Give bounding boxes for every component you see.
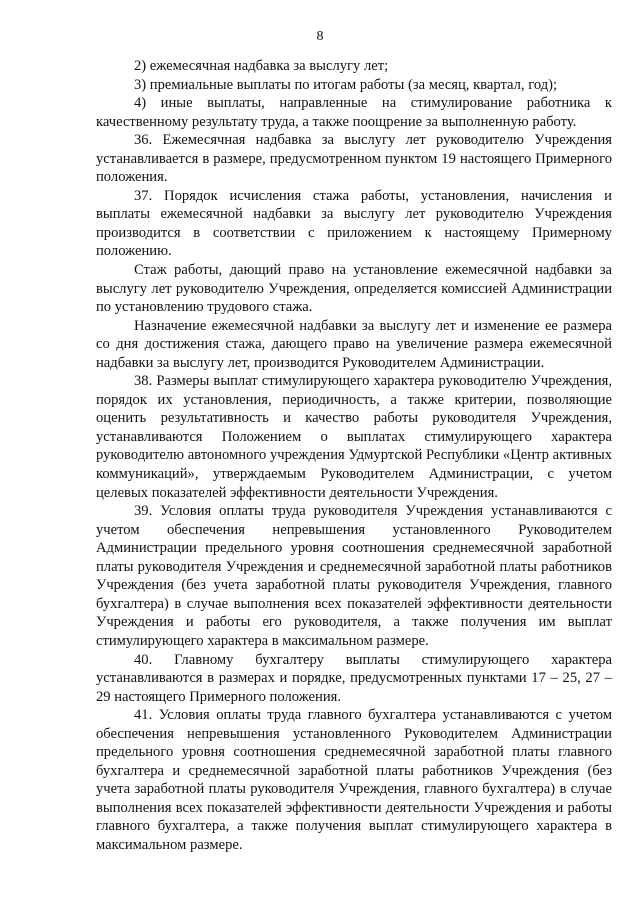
paragraph-37-stazh: Стаж работы, дающий право на установление ежемесячной надбавки за выслугу лет руководителю Учреждения, определяется комиссией Администрации по установлению трудового стажа. [96,262,612,316]
paragraph-41: 41. Условия оплаты труда главного бухгалтера устанавливаются с учетом обеспечения непревышения установленного Руководителем Администрации предельного уровня соотношения среднемесячной заработной платы главного бухгалтера и среднемесячной заработной платы работников Учреждения (без учета заработной платы руководителя Учреждения, главного бухгалтера) в случае выполнения всех показателей эффективности деятельности Учреждения и работы главного бухгалтера, а также получения выплат стимулирующего характера в максимальном размере. [96,707,612,853]
paragraph-37-naznachenie: Назначение ежемесячной надбавки за выслугу лет и изменение ее размера со дня достижения стажа, дающего право на увеличение размера ежемесячной надбавки за выслугу лет, производится Руководителем Администрации. [96,317,612,371]
paragraph-39: 39. Условия оплаты труда руководителя Учреждения устанавливаются с учетом обеспечения непревышения установленного Руководителем Администрации предельного уровня соотношения среднемесячной заработной платы руководителя Учреждения и среднемесячной заработной платы работников Учреждения (без учета заработной платы руководителя Учреждения, главного бухгалтера) в случае выполнения всех показателей эффективности деятельности Учреждения и работы его руководителя, а также получения им выплат стимулирующего характера в максимальном размере. [96,503,612,649]
document-body [96,57,612,855]
paragraph-item-2: 2) ежемесячная надбавка за выслугу лет; [134,58,389,74]
paragraph-36: 36. Ежемесячная надбавка за выслугу лет руководителю Учреждения устанавливается в размере, предусмотренном пунктом 19 настоящего Примерного положения. [96,132,612,186]
paragraph-37: 37. Порядок исчисления стажа работы, установления, начисления и выплаты ежемесячной надбавки за выслугу лет руководителю Учреждения производится в соответствии с приложением к настоящему Примерному положению. [96,187,612,260]
paragraph-item-3: 3) премиальные выплаты по итогам работы (за месяц, квартал, год); [134,76,558,93]
page-number: 8 [316,29,324,44]
paragraph-item-4: 4) иные выплаты, направленные на стимулирование работника к качественному результату труда, а также поощрение за выполненную работу. [96,95,612,130]
paragraph-38: 38. Размеры выплат стимулирующего характера руководителю Учреждения, порядок их установления, периодичность, а также критерии, позволяющие оценить результативность и качество работы руководителя Учреждения, устанавливаются Положением о выплатах стимулирующего характера руководителю автономного учреждения Удмуртской Республики «Центр активных коммуникаций», утверждаемым Руководителем Администрации, с учетом целевых показателей эффективности деятельности Учреждения. [96,373,612,501]
paragraph-40: 40. Главному бухгалтеру выплаты стимулирующего характера устанавливаются в размерах и порядке, предусмотренных пунктами 17 – 25, 27 – 29 настоящего Примерного положения. [96,651,612,705]
